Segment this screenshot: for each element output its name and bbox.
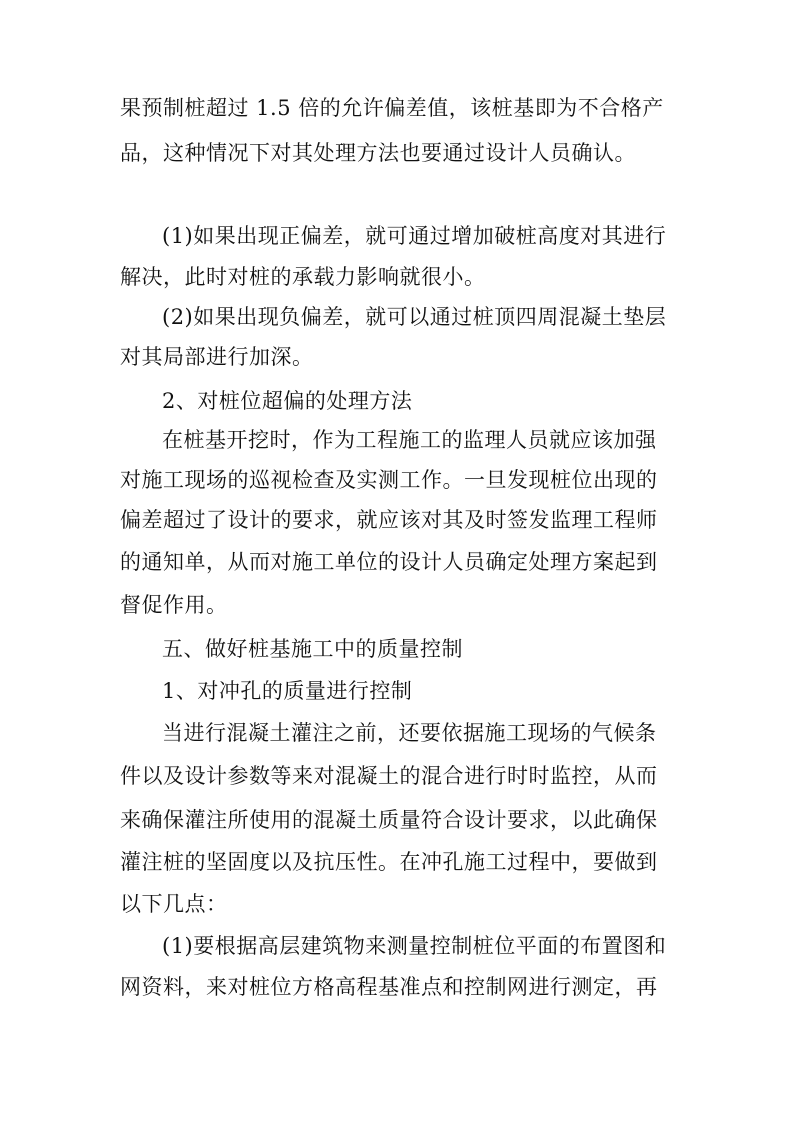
text-line: 解决，此时对桩的承载力影响就很小。: [120, 265, 486, 289]
text-line: 果预制桩超过 1.5 倍的允许偏差值，该桩基即为不合格产: [120, 96, 664, 120]
text-line: 督促作用。: [120, 593, 228, 617]
text-line: 在桩基开挖时，作为工程施工的监理人员就应该加强: [162, 428, 657, 452]
text-line: (2)如果出现负偏差，就可以通过桩顶四周混凝土垫层: [162, 305, 667, 329]
chapter-heading: 五、做好桩基施工中的质量控制: [162, 637, 463, 661]
text-line: 来确保灌注所使用的混凝土质量符合设计要求，以此确保: [120, 808, 658, 832]
text-line: 偏差超过了设计的要求，就应该对其及时签发监理工程师: [120, 508, 658, 532]
text-line: 网资料，来对桩位方格高程基准点和控制网进行测定，再: [120, 975, 658, 999]
text-line: 对其局部进行加深。: [120, 345, 314, 369]
text-line: (1)如果出现正偏差，就可通过增加破桩高度对其进行: [162, 224, 667, 248]
section-heading: 1、对冲孔的质量进行控制: [162, 679, 413, 703]
text-line: 灌注桩的坚固度以及抗压性。在冲孔施工过程中，要做到: [120, 850, 658, 874]
text-line: 对施工现场的巡视检查及实测工作。一旦发现桩位出现的: [120, 468, 658, 492]
text-line: 品，这种情况下对其处理方法也要通过设计人员确认。: [120, 141, 636, 165]
text-line: 的通知单，从而对施工单位的设计人员确定处理方案起到: [120, 550, 658, 574]
text-line: 以下几点：: [120, 892, 228, 916]
text-line: (1)要根据高层建筑物来测量控制桩位平面的布置图和: [162, 934, 667, 958]
text-line: 当进行混凝土灌注之前，还要依据施工现场的气候条: [162, 721, 657, 745]
text-line: 件以及设计参数等来对混凝土的混合进行时时监控，从而: [120, 764, 658, 788]
section-heading: 2、对桩位超偏的处理方法: [162, 389, 413, 413]
